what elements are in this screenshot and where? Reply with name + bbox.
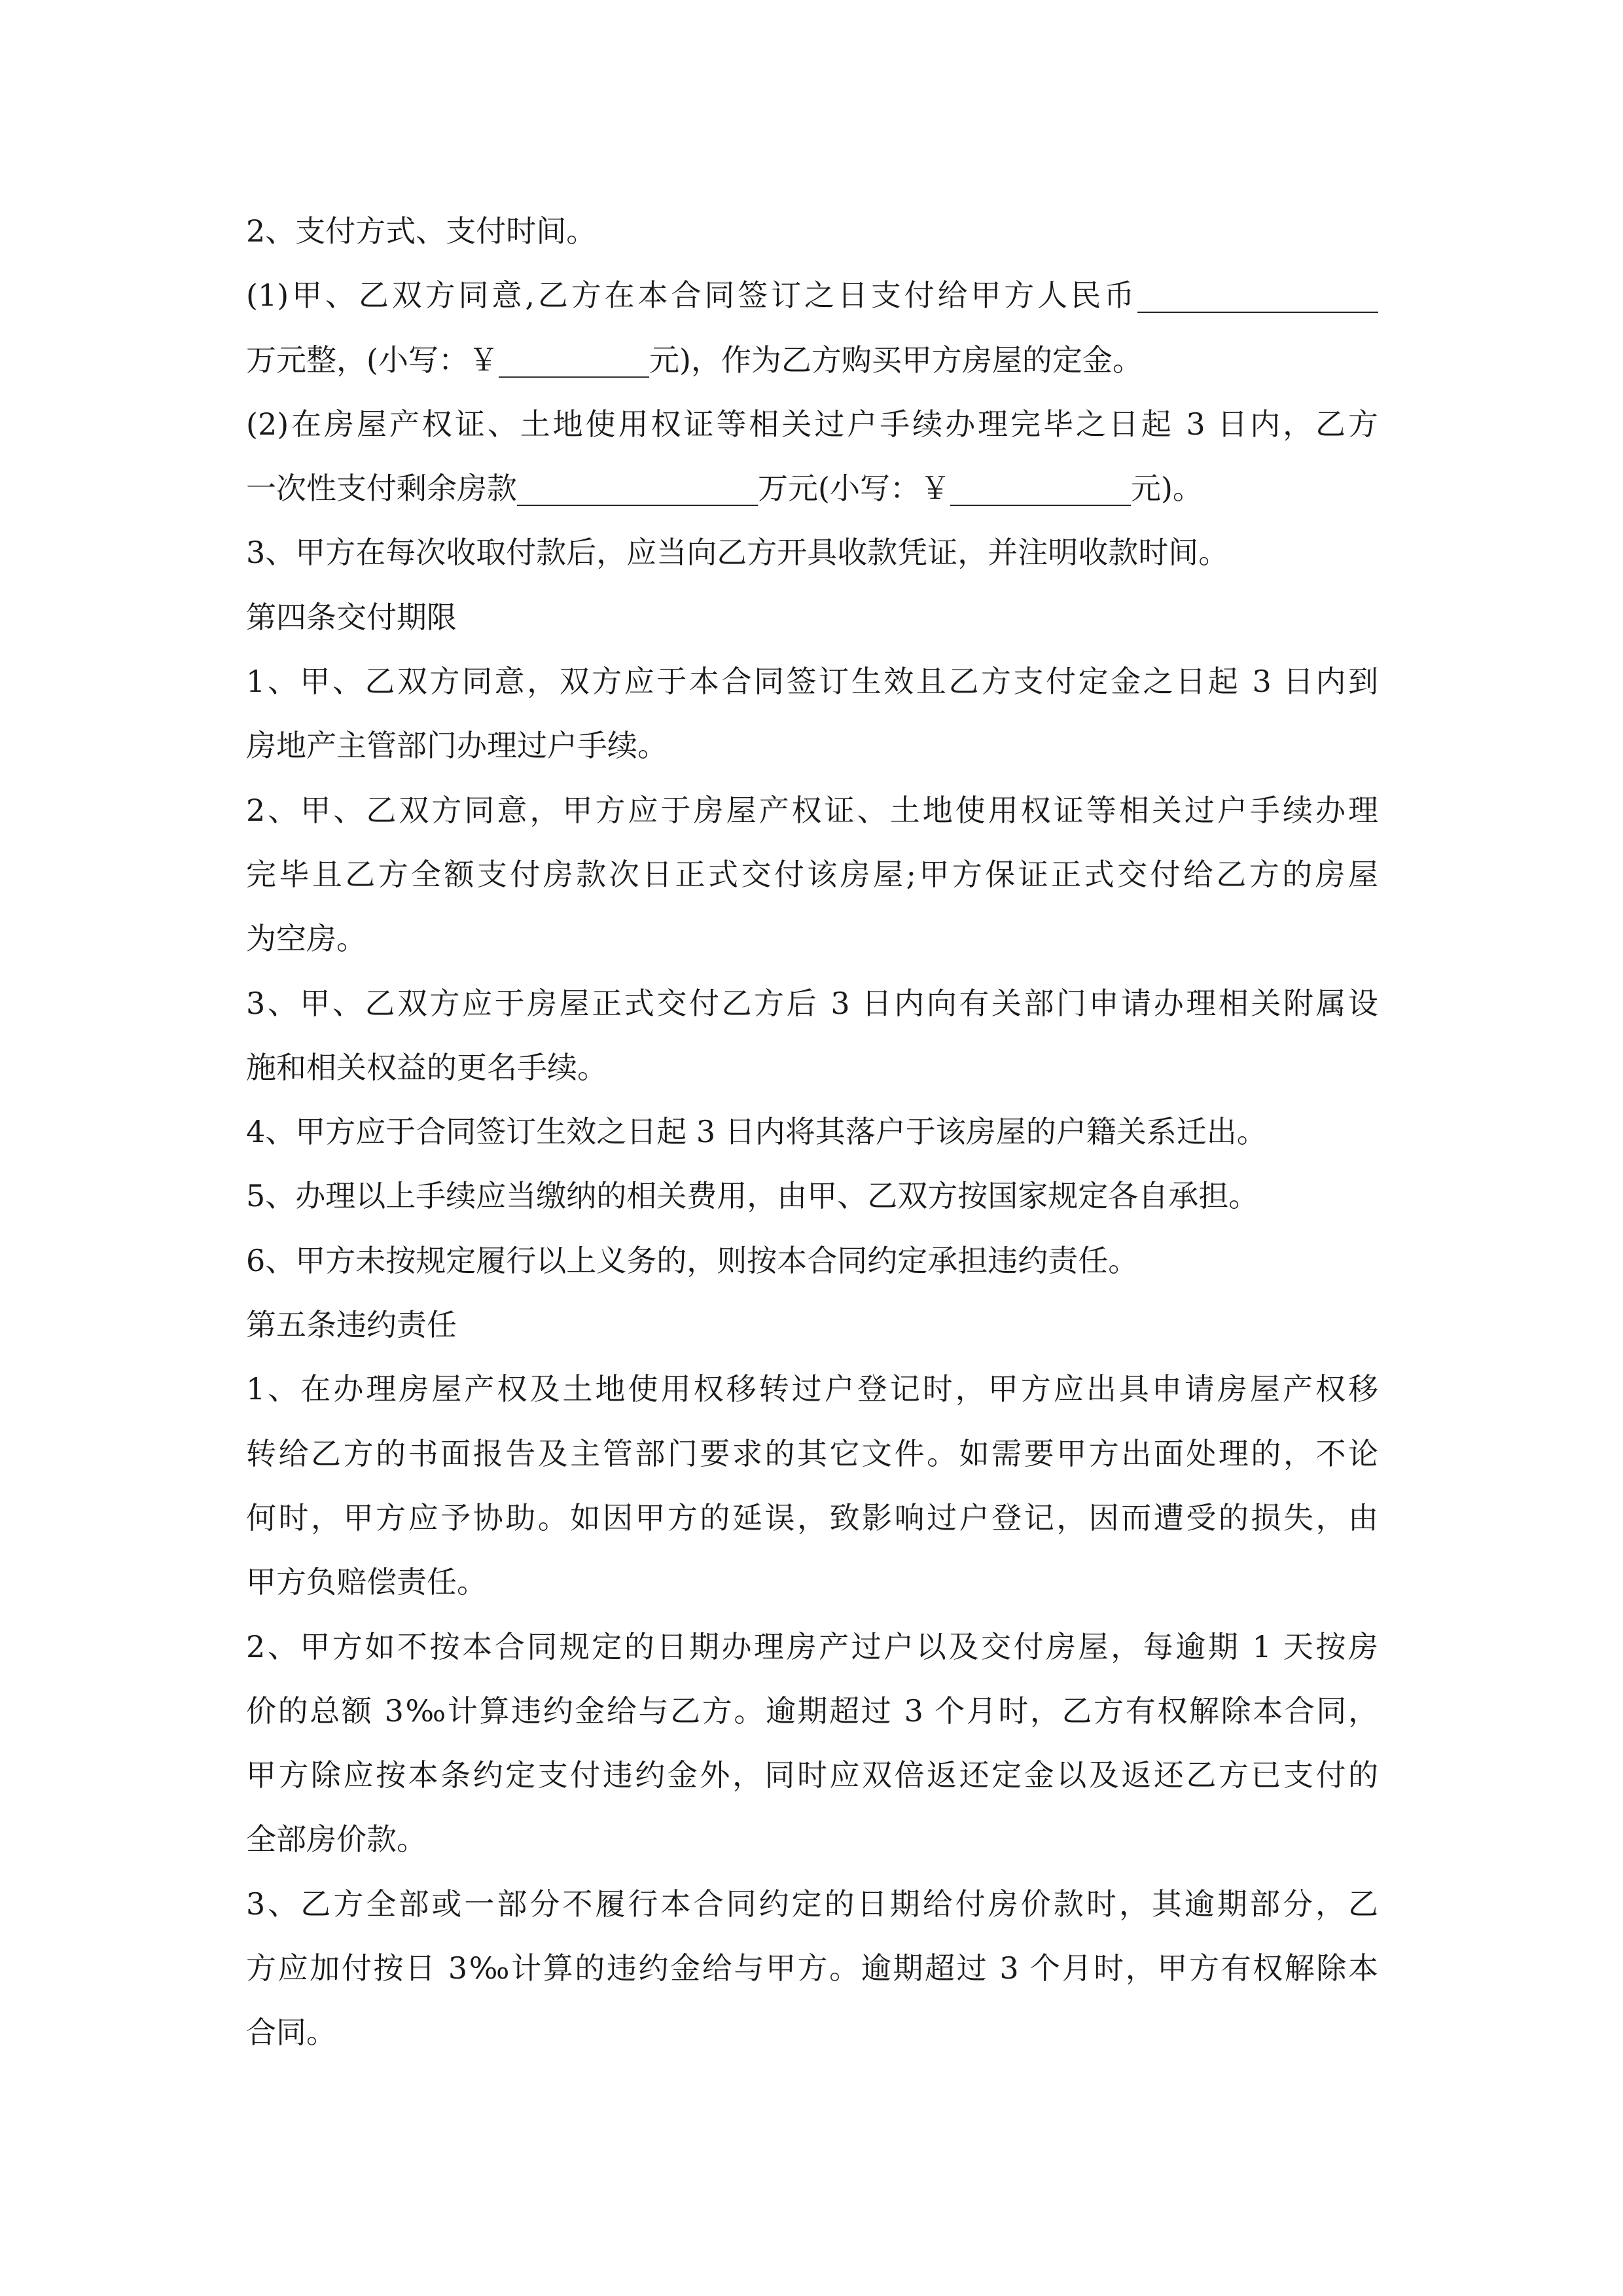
- clause-line: 2、甲方如不按本合同规定的日期办理房产过户以及交付房屋，每逾期 1 天按房: [246, 1628, 1378, 1664]
- clause-line: 1、甲、乙双方同意，双方应于本合同签订生效且乙方支付定金之日起 3 日内到: [246, 664, 1378, 700]
- clause-line: 3、甲、乙双方应于房屋正式交付乙方后 3 日内向有关部门申请办理相关附属设: [246, 985, 1378, 1021]
- clause-line: 3、甲方在每次收取付款后，应当向乙方开具收款凭证，并注明收款时间。: [246, 535, 1229, 571]
- clause-line: 价的总额 3‰计算违约金给与乙方。逾期超过 3 个月时，乙方有权解除本合同，: [246, 1693, 1378, 1729]
- clause-line: 3、乙方全部或一部分不履行本合同约定的日期给付房价款时，其逾期部分，乙: [246, 1886, 1378, 1922]
- section-heading-5: 第五条违约责任: [246, 1307, 457, 1343]
- clause-line: 2、甲、乙双方同意，甲方应于房屋产权证、土地使用权证等相关过户手续办理: [246, 792, 1378, 828]
- clause-line: 6、甲方未按规定履行以上义务的，则按本合同约定承担违约责任。: [246, 1242, 1139, 1278]
- clause-line: 2、支付方式、支付时间。: [246, 213, 597, 249]
- clause-line: 甲方负赔偿责任。: [246, 1564, 487, 1600]
- clause-line: 房地产主管部门办理过户手续。: [246, 728, 668, 764]
- clause-line: 4、甲方应于合同签订生效之日起 3 日内将其落户于该房屋的户籍关系迁出。: [246, 1114, 1267, 1150]
- clause-line: 甲方除应按本条约定支付违约金外，同时应双倍返还定金以及返还乙方已支付的: [246, 1757, 1378, 1793]
- clause-line: (2)在房屋产权证、土地使用权证等相关过户手续办理完毕之日起 3 日内，乙方: [246, 406, 1378, 442]
- clause-line: 5、办理以上手续应当缴纳的相关费用，由甲、乙双方按国家规定各自承担。: [246, 1178, 1259, 1214]
- clause-line: 万元整，(小写：￥__________元)，作为乙方购买甲方房屋的定金。: [246, 342, 1143, 378]
- section-heading-4: 第四条交付期限: [246, 599, 457, 635]
- clause-line: 合同。: [246, 2015, 336, 2051]
- clause-line: 何时，甲方应予协助。如因甲方的延误，致影响过户登记，因而遭受的损失，由: [246, 1499, 1378, 1535]
- clause-line: 为空房。: [246, 921, 366, 957]
- clause-line: 一次性支付剩余房款________________万元(小写：￥____________元)。: [246, 471, 1203, 507]
- contract-body: [246, 199, 1378, 2065]
- clause-line: 完毕且乙方全额支付房款次日正式交付该房屋;甲方保证正式交付给乙方的房屋: [246, 856, 1378, 892]
- clause-line: 施和相关权益的更名手续。: [246, 1049, 607, 1085]
- clause-line: 1、在办理房屋产权及土地使用权移转过户登记时，甲方应出具申请房屋产权移: [246, 1371, 1378, 1407]
- clause-line: 全部房价款。: [246, 1821, 427, 1857]
- clause-line: 转给乙方的书面报告及主管部门要求的其它文件。如需要甲方出面处理的，不论: [246, 1435, 1378, 1471]
- clause-line: 方应加付按日 3‰计算的违约金给与甲方。逾期超过 3 个月时，甲方有权解除本: [246, 1950, 1378, 1986]
- clause-line: (1)甲、乙双方同意,乙方在本合同签订之日支付给甲方人民币________________: [246, 278, 1378, 314]
